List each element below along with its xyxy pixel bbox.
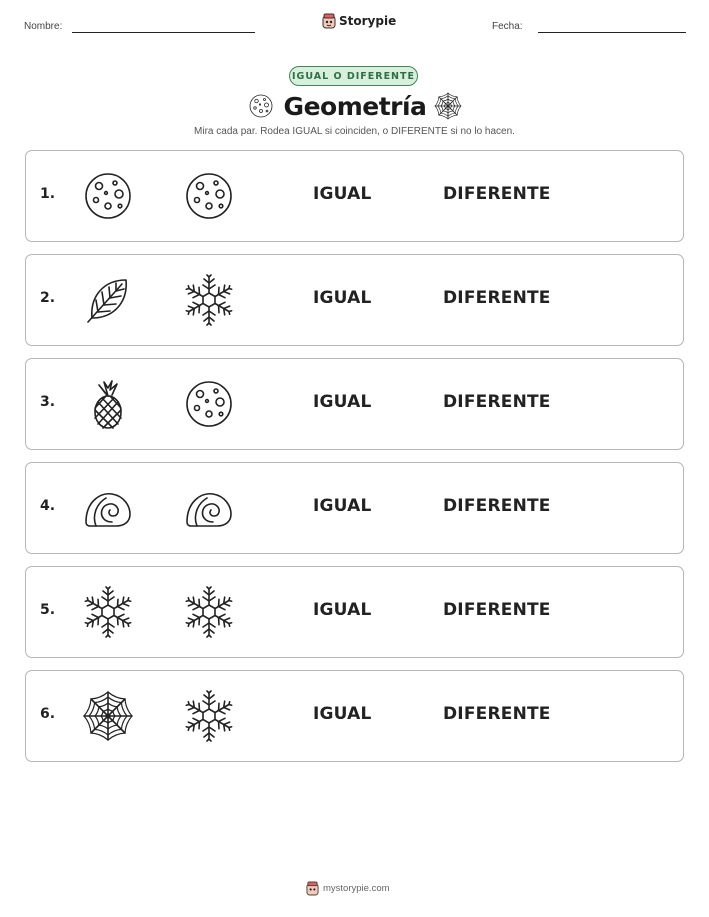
spiderweb-icon <box>82 690 134 742</box>
question-number: 1. <box>40 186 56 202</box>
footer-url: mystorypie.com <box>323 883 390 894</box>
snowflake-icon <box>183 586 235 638</box>
same-option[interactable]: IGUAL <box>313 288 372 308</box>
pineapple-icon <box>82 378 134 430</box>
moon-icon <box>183 170 235 222</box>
different-option[interactable]: DIFERENTE <box>443 600 551 620</box>
question-number: 4. <box>40 498 56 514</box>
snail-shell-icon <box>183 482 235 534</box>
same-option[interactable]: IGUAL <box>313 184 372 204</box>
snowflake-icon <box>82 586 134 638</box>
question-number: 5. <box>40 602 56 618</box>
date-field[interactable] <box>538 32 686 33</box>
name-field[interactable] <box>72 32 255 33</box>
worksheet-type-badge: IGUAL O DIFERENTE <box>289 66 418 86</box>
question-row-4 <box>25 462 684 554</box>
different-option[interactable]: DIFERENTE <box>443 288 551 308</box>
brand-name: Storypie <box>339 14 397 28</box>
same-option[interactable]: IGUAL <box>313 496 372 516</box>
question-row-3 <box>25 358 684 450</box>
question-row-5 <box>25 566 684 658</box>
same-option[interactable]: IGUAL <box>313 392 372 412</box>
question-number: 6. <box>40 706 56 722</box>
snowflake-icon <box>183 690 235 742</box>
question-row-1 <box>25 150 684 242</box>
question-number: 2. <box>40 290 56 306</box>
different-option[interactable]: DIFERENTE <box>443 496 551 516</box>
snowflake-icon <box>183 274 235 326</box>
question-number: 3. <box>40 394 56 410</box>
question-row-2 <box>25 254 684 346</box>
brand-logo <box>322 13 396 29</box>
question-row-6 <box>25 670 684 762</box>
same-option[interactable]: IGUAL <box>313 704 372 724</box>
snail-shell-icon <box>82 482 134 534</box>
spiderweb-icon <box>434 92 462 120</box>
name-label: Nombre: <box>24 21 63 32</box>
date-label: Fecha: <box>492 21 523 32</box>
moon-icon <box>82 170 134 222</box>
leaf-icon <box>82 274 134 326</box>
different-option[interactable]: DIFERENTE <box>443 184 551 204</box>
storypie-mascot-icon <box>306 881 319 896</box>
moon-icon <box>183 378 235 430</box>
page-title: Geometría <box>283 92 427 121</box>
same-option[interactable]: IGUAL <box>313 600 372 620</box>
storypie-mascot-icon <box>322 13 336 29</box>
footer <box>306 881 390 896</box>
different-option[interactable]: DIFERENTE <box>443 392 551 412</box>
different-option[interactable]: DIFERENTE <box>443 704 551 724</box>
instructions: Mira cada par. Rodea IGUAL si coinciden, o DIFERENTE si no lo hacen. <box>194 126 515 137</box>
